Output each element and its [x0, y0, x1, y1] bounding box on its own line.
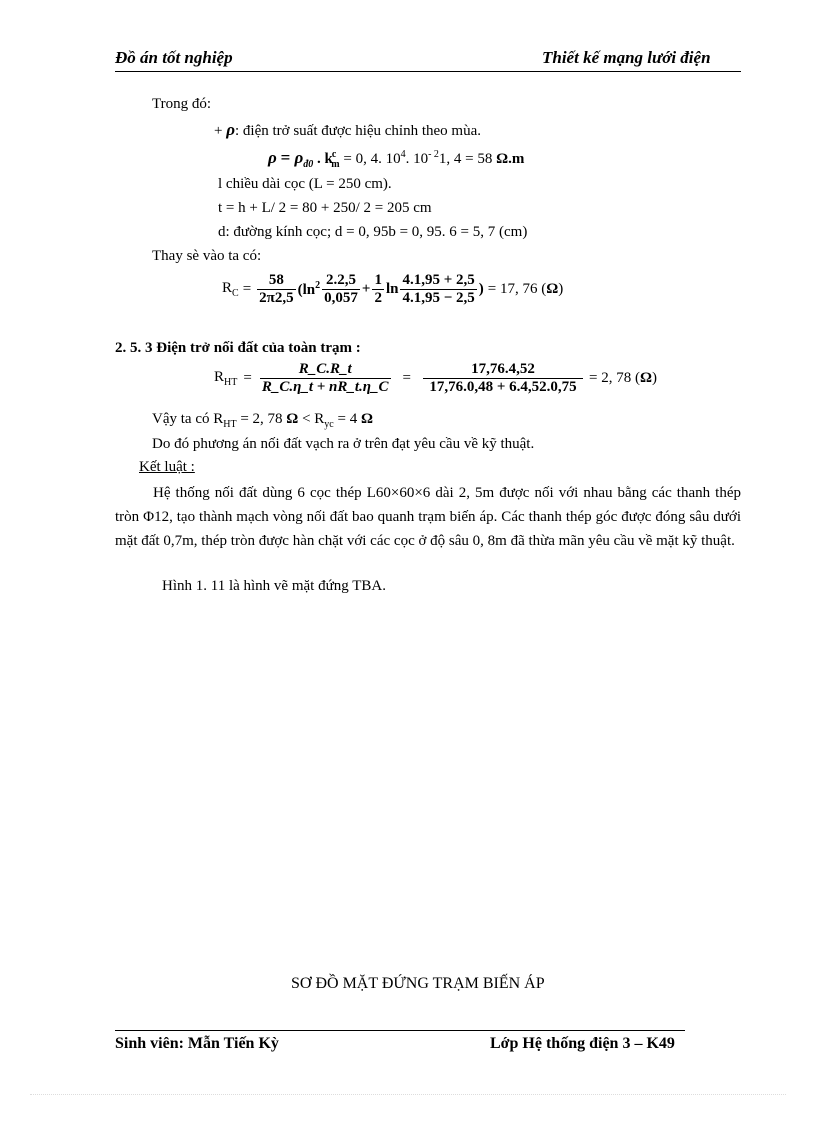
rho-symbol: ρ [226, 120, 235, 139]
fraction-2-2-5: $\frac{2.2,5}{0,057}$ [324, 272, 358, 306]
formula-rht: $R_{HT}$ = $\frac{R\_C.R\_t}{R\_C.\eta\_t + nR\_t.\eta\_C}$ = $\frac{17,76.4,52}{17,76.0,48 + 6.4,52.0,75}$ = 2, 78 ( Ω ) [214, 361, 657, 395]
figure-reference: Hình 1. 11 là hình vẽ mặt đứng TBA. [162, 578, 386, 594]
rho-desc-line: + ρ: điện trở suất được hiệu chỉnh theo mùa. [214, 120, 482, 139]
formula-rc: $R_C$ = $\frac{58}{2\pi 2,5}$ ($\ln^2$ $\frac{2.2,5}{0,057}$ + $\frac{1}{2}$ ln $\frac{4.1,95 + 2,5}{4.1,95 - 2,5}$ ) = 17, 76 ( Ω ) [222, 272, 564, 306]
trong-do-line: Trong đó: [152, 96, 212, 112]
fraction-ln-arg: $\frac{4.1,95 + 2,5}{4.1,95 - 2,5}$ [402, 272, 475, 306]
ket-luat-label: Kết luật : [139, 459, 195, 475]
l-line: l chiều dài cọc (L = 250 cm). [218, 176, 392, 192]
ohm-meter-unit: Ω.m [496, 151, 525, 167]
ohm-unit: Ω [546, 281, 559, 297]
footer-left: Sinh viên: Mẫn Tiến Kỳ [115, 1035, 279, 1052]
rho-equation: $\rho = \rho_{đ0}$ . $k^c_m = 0$, 4. $10^4$. $10^{- 2}1$, 4 = 58 Ω.m [268, 148, 525, 170]
fraction-half: $\frac{1}{2}$ [374, 272, 382, 306]
fraction-numeric: $\frac{17,76.4,52}{17,76.0,48 + 6.4,52.0,75}$ [423, 361, 583, 396]
footer-right: Lớp Hệ thống điện 3 – K49 [490, 1035, 675, 1052]
section-heading: 2. 5. 3 Điện trở nối đất của toàn trạm : [115, 340, 361, 356]
thay-line: Thay sè vào ta có: [152, 248, 262, 264]
do-do-line: Do đó phương án nối đất vạch ra ở trên đạt yêu cầu về kỹ thuật. [152, 436, 535, 452]
figure-title: SƠ ĐỒ MẶT ĐỨNG TRẠM BIẾN ÁP [291, 975, 545, 992]
ohm-unit: Ω [639, 370, 652, 386]
d-line: d: đường kính cọc; d = 0, 95b = 0, 95. 6 = 5, 7 (cm) [218, 224, 528, 240]
page-edge-rule [30, 1094, 786, 1095]
fraction-58: $\frac{58}{2\pi 2,5}$ [259, 272, 294, 306]
fraction-symbolic: $\frac{R\_C.R\_t}{R\_C.\eta\_t + nR\_t.\eta\_C}$ [261, 361, 389, 395]
header-left: Đồ án tốt nghiệp [115, 48, 233, 67]
t-line: t = h + L/ 2 = 80 + 250/ 2 = 205 cm [218, 200, 432, 216]
header-rule [115, 71, 741, 72]
header-right: Thiết kế mạng lưới điện [542, 48, 711, 67]
footer-rule [115, 1030, 685, 1031]
vay-line: Vậy ta có $R_{HT} = 2$, 78 $\Omega < R_{yc} = 4$ Ω [152, 411, 373, 430]
conclusion-paragraph: Hệ thống nối đất dùng 6 cọc thép L60×60×6 dài 2, 5m được nối với nhau bằng các thanh thép tròn Φ12, tạo thành mạch vòng nối đất bao quanh trạm biến áp. Các thanh thép góc được đóng sâu dưới mặt đất 0,7m, thép tròn được hàn chặt với các cọc ở độ sâu 0, 8m đã thừa mãn yêu cầu về mặt kỹ thuật. [115, 485, 741, 549]
